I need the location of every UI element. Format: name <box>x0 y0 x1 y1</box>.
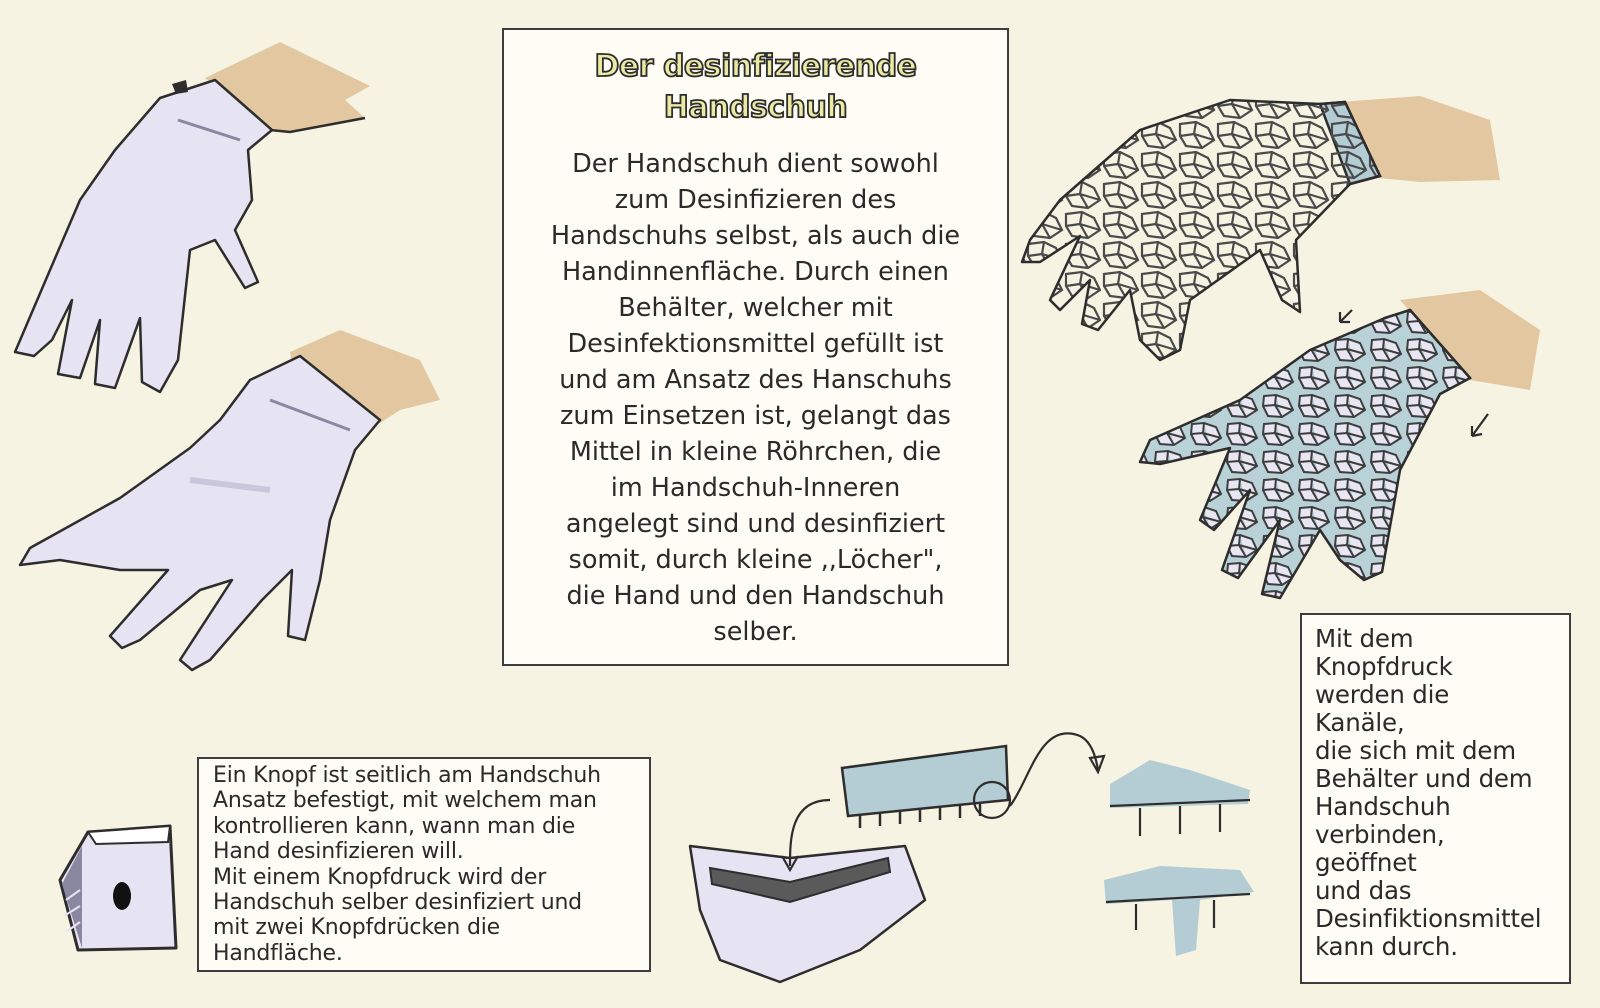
description-text: Der Handschuh dient sowohl zum Desinfizieren des Handschuhs selbst, als auch die Handinnenfläche. Durch einen Behälter, welcher mit Desinfektionsmittel gefüllt ist und am Ansatz des Hanschuhs zum Einsetzen ist, gelangt das Mittel in kleine Röhrchen, die im Handschuh-Inneren angelegt sind und desinfiziert somit, durch kleine ,,Löcher", die Hand und den Handschuh selber. <box>550 149 961 647</box>
button-device-illustration <box>60 826 176 950</box>
glove-middle-left <box>20 330 440 670</box>
description-box <box>502 28 1009 666</box>
channel-open-illustration <box>1104 866 1254 956</box>
channel-note-text: Mit dem Knopfdruck werden die Kanäle, die sich mit dem Behälter und dem Handschuh verbinden, geöffnet und das Desinfiktionsmittel kann durch. <box>1315 624 1542 961</box>
cuff-illustration <box>690 800 925 982</box>
button-note-box <box>197 757 651 972</box>
button-note-text: Ein Knopf ist seitlich am Handschuh Ansatz befestigt, mit welchem man kontrollieren kann, wann man die Hand desinfizieren will. Mit einem Knopfdruck wird der Handschuh selber desinfiziert und mit zwei Knopfdrücken die Handfläche. <box>213 763 601 966</box>
channel-container-illustration <box>842 733 1104 828</box>
channel-note-box <box>1300 613 1571 984</box>
glove-bottom-right-mesh <box>1140 290 1540 598</box>
channel-closed-illustration <box>1110 760 1250 836</box>
glove-top-left <box>15 42 370 392</box>
page-title: Der desinfizierende Handschuh <box>594 49 917 125</box>
